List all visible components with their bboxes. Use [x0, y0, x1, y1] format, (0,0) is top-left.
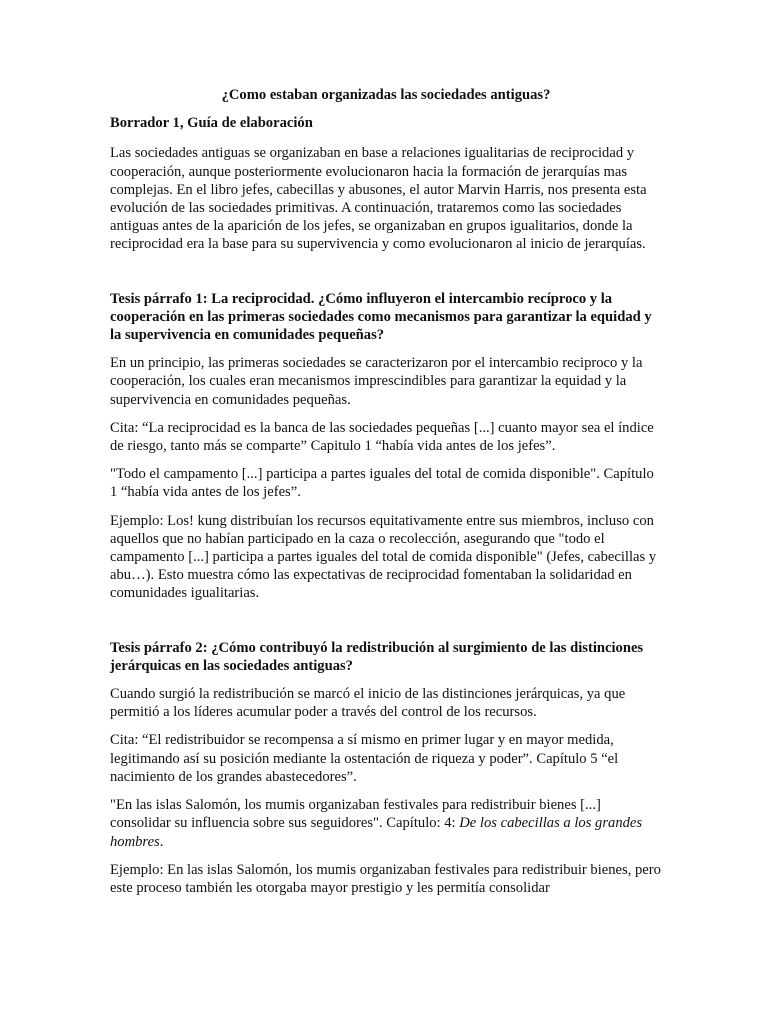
section-spacer	[110, 613, 662, 639]
section2-example: Ejemplo: En las islas Salomón, los mumis organizaban festivales para redistribuir bienes, pero este proceso también les otorgaba mayor prestigio y les permitía consolidar	[110, 861, 661, 896]
section-spacer	[110, 264, 662, 290]
section2-quote2	[110, 796, 662, 851]
section1-quote2: "Todo el campamento [...] participa a partes iguales del total de comida disponible". Capítulo 1 “había vida antes de los jefes”.	[110, 466, 654, 501]
section2-quote2-text: "En las islas Salomón, los mumis organizaban festivales para redistribuir bienes [...] consolidar su influencia sobre sus seguidores". Capítulo: 4:	[110, 797, 601, 832]
document-body	[110, 86, 662, 907]
section2-quote1: Cita: “El redistribuidor se recompensa a sí mismo en primer lugar y en mayor medida, legitimando así su posición mediante la ostentación de riqueza y poder”. Capítulo 5 “el nacimiento de los grandes abastecedores”.	[110, 732, 619, 785]
section1-quote1: Cita: “La reciprocidad es la banca de las sociedades pequeñas [...] cuanto mayor sea el índice de riesgo, tanto más se comparte” Capitulo 1 “había vida antes de los jefes”.	[110, 419, 654, 455]
section2-quote2-end: .	[159, 833, 164, 850]
section1-example: Ejemplo: Los! kung distribuían los recursos equitativamente entre sus miembros, incluso con aquellos que no habían participado en la caza o recolección, asegurando que "todo el campamento [...] participa a partes iguales del total de comida disponible" (Jefes, cabecillas y abu…). Esto muestra cómo las expectativas de reciprocidad fomentaban la solidaridad en comunidades igualitarias.	[110, 512, 657, 602]
section2-heading: Tesis párrafo 2: ¿Cómo contribuyó la redistribución al surgimiento de las distinciones jerárquicas en las sociedades antiguas?	[110, 639, 644, 674]
document-title: ¿Como estaban organizadas las sociedades antiguas?	[221, 87, 551, 103]
section1-claim: En un principio, las primeras sociedades se caracterizaron por el intercambio reciproco y la cooperación, los cuales eran mecanismos imprescindibles para garantizar la equidad y la supervivencia en comunidades pequeñas.	[110, 355, 643, 408]
document-subtitle: Borrador 1, Guía de elaboración	[110, 115, 313, 132]
intro-paragraph: Las sociedades antiguas se organizaban en base a relaciones igualitarias de reciprocidad y cooperación, aunque posteriormente evolucionaron hacia la formación de jerarquías mas complejas. En el libro jefes, cabecillas y abusones, el autor Marvin Harris, nos presenta esta evolución de las sociedades primitivas. A continuación, trataremos como las sociedades antiguas antes de la aparición de los jefes, se organizaban en grupos igualitarios, donde la reciprocidad era la base para su supervivencia y como evolucionaron al inicio de jerarquías.	[110, 145, 647, 253]
section2-claim: Cuando surgió la redistribución se marcó el inicio de las distinciones jerárquicas, ya que permitió a los líderes acumular poder a través del control de los recursos.	[110, 686, 626, 721]
section1-heading: Tesis párrafo 1: La reciprocidad. ¿Cómo influyeron el intercambio recíproco y la cooperación en las primeras sociedades como mecanismos para garantizar la equidad y la supervivencia en comunidades pequeñas?	[110, 290, 652, 344]
section2-quote2-chapter-title: De los cabecillas a los grandes hombres	[110, 815, 643, 850]
